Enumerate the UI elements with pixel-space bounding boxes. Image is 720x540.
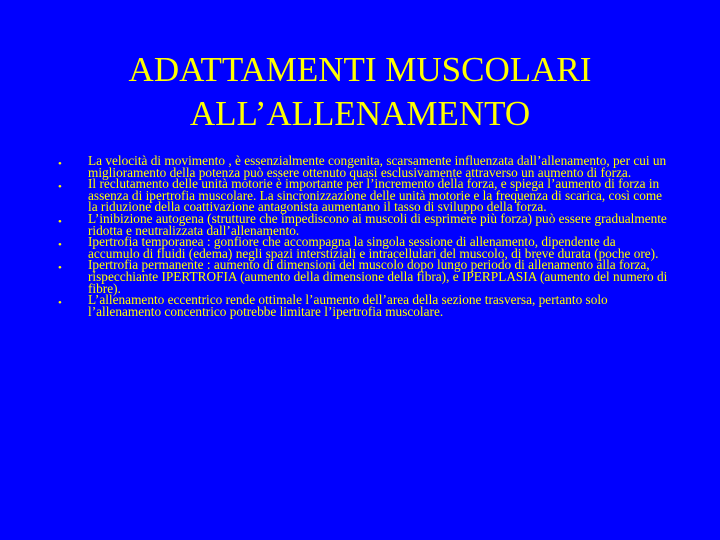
bullet-item (58, 210, 670, 238)
bullet-icon: • (58, 297, 62, 310)
bullet-text: Ipertrofia permanente : aumento di dimensioni del muscolo dopo lungo periodo di allenamento alla forza, rispecchiante IPERTROFIA (aumento della dimensione della fibra), e IPERPLASIA (aumento del numero di fibre). (88, 257, 668, 296)
bullet-text: La velocità di movimento , è essenzialmente congenita, scarsamente influenzata dall’allenamento, per cui un miglioramento della potenza può essere ottenuto quasi esclusivamente attraverso un aumento di forza. (88, 153, 667, 180)
slide-title (60, 48, 660, 136)
bullet-text: L’allenamento eccentrico rende ottimale l’aumento dell’area della sezione trasversa, pertanto solo l’allenamento concentrico potrebbe limitare l’ipertrofia muscolare. (88, 292, 608, 319)
bullet-text: L’inibizione autogena (strutture che impediscono ai muscoli di esprimere più forza) può essere gradualmente ridotta e neutralizzata dall’allenamento. (88, 210, 667, 238)
bullet-item (58, 178, 670, 213)
slide-title-line-2: ALL’ALLENAMENTO (189, 94, 531, 133)
slide-title-line-1: ADATTAMENTI MUSCOLARI (128, 50, 592, 89)
bullet-icon: • (58, 158, 62, 170)
bullet-icon: • (58, 262, 62, 275)
bullet-icon: • (58, 181, 62, 194)
bullet-text: Il reclutamento delle unità motorie è importante per l’incremento della forza, e spiega l’aumento di forza in assenza di ipertrofia muscolare. La sincronizzazione delle unità motorie e la frequenza di scarica, così come la riduzione della coattivazione antagonista aumentano il tasso di sviluppo della forza. (88, 176, 663, 215)
bullet-icon: • (58, 215, 62, 228)
bullet-icon: • (58, 239, 62, 252)
bullet-item (58, 259, 670, 294)
bullet-item (58, 294, 670, 317)
bullet-list (58, 155, 670, 317)
bullet-item (58, 155, 670, 178)
bullet-item (58, 236, 670, 259)
bullet-text: Ipertrofia temporanea : gonfiore che accompagna la singola sessione di allenamento, dipendente da accumulo di fluidi (edema) negli spazi interstiziali e intracellulari del muscolo, di breve durata (poche ore). (88, 234, 659, 261)
